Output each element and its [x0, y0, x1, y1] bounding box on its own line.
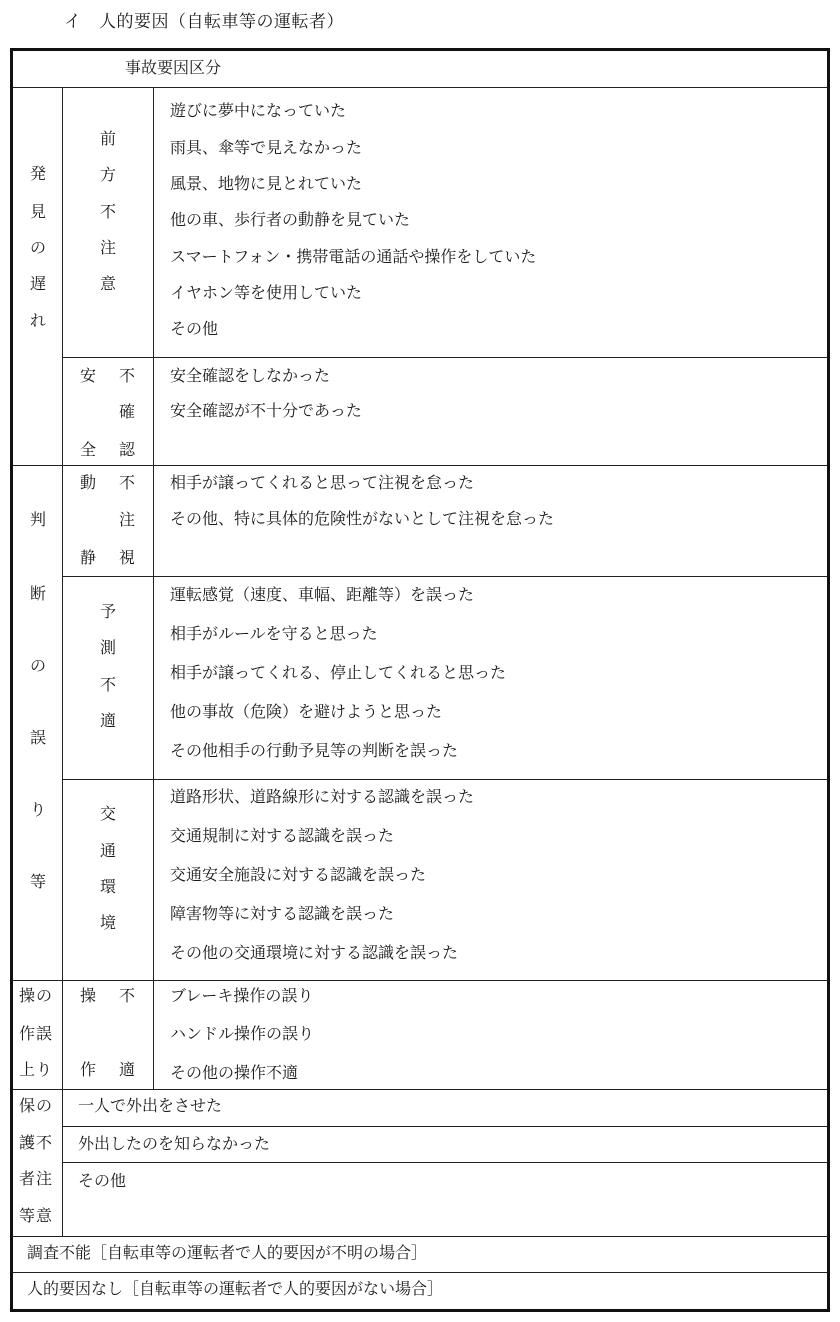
sub-label-char: 交: [100, 804, 117, 823]
group-label-char: の: [30, 238, 47, 257]
row-divider: [13, 1236, 827, 1237]
column-divider: [153, 87, 154, 1089]
sub-label-char: 予: [100, 602, 117, 621]
list-item: ハンドル操作の誤り: [170, 1024, 315, 1043]
sub-label-char: 不: [100, 675, 117, 694]
group-label-char: 上り: [19, 1060, 54, 1079]
row-divider: [63, 1126, 827, 1127]
group-label-char: 等意: [19, 1206, 54, 1225]
group-label-char: 誤: [30, 728, 47, 747]
group-label-char: 発: [30, 164, 47, 183]
list-item: 道路形状、道路線形に対する認識を誤った: [170, 787, 475, 806]
list-item: 遊びに夢中になっていた: [170, 101, 347, 120]
list-item: その他: [170, 319, 219, 338]
list-item: 相手が譲ってくれる、停止してくれると思った: [170, 663, 507, 682]
sub-label-char: 適: [119, 1060, 136, 1079]
list-item: その他相手の行動予見等の判断を誤った: [170, 741, 459, 760]
sub-label-char: 環: [100, 877, 117, 896]
sub-label-char: 前: [100, 129, 117, 148]
group-label-char: 遅: [30, 274, 47, 293]
list-item: 風景、地物に見とれていた: [170, 174, 363, 193]
list-item: 雨具、傘等で見えなかった: [170, 138, 363, 157]
sub-label-char: 不: [119, 473, 136, 492]
group-label-char: り: [30, 800, 47, 819]
list-item: 他の事故（危険）を避けようと思った: [170, 702, 443, 721]
sub-label-char: 安: [80, 366, 97, 385]
sub-label-char: 動: [80, 473, 97, 492]
table-header: 事故要因区分: [125, 58, 222, 77]
list-item: その他の操作不適: [170, 1063, 299, 1082]
group-label-char: 作誤: [19, 1024, 54, 1043]
list-item: ブレーキ操作の誤り: [170, 986, 314, 1005]
sub-label-char: 静: [80, 548, 97, 567]
row-divider: [63, 576, 827, 577]
sub-label-char: 測: [100, 638, 117, 657]
list-item: その他: [78, 1171, 127, 1190]
sub-label-char: 不: [119, 366, 136, 385]
row-divider: [63, 1162, 827, 1163]
row-divider: [13, 980, 827, 981]
group-label-char: 護不: [19, 1133, 54, 1152]
sub-label-char: 確: [119, 402, 136, 421]
list-item: その他、特に具体的危険性がないとして注視を怠った: [170, 509, 555, 528]
sub-label-char: 全: [80, 440, 97, 459]
list-item: その他の交通環境に対する認識を誤った: [170, 943, 459, 962]
list-item: 運転感覚（速度、車幅、距離等）を誤った: [170, 585, 475, 604]
page-title: イ 人的要因（自転車等の運転者）: [64, 12, 344, 32]
list-item: 相手が譲ってくれると思って注視を怠った: [170, 473, 475, 492]
sub-label-char: 適: [100, 711, 117, 730]
sub-label-char: 不: [100, 202, 117, 221]
group-label-char: 断: [30, 584, 47, 603]
sub-label-char: 境: [100, 913, 117, 932]
sub-label-char: 注: [119, 510, 136, 529]
footer-row-none: 人的要因なし［自転車等の運転者で人的要因がない場合］: [27, 1279, 444, 1298]
row-divider: [63, 357, 827, 358]
group-label-char: 保の: [19, 1096, 54, 1115]
row-divider: [13, 465, 827, 466]
group-label-char: 判: [30, 510, 47, 529]
row-divider: [13, 1272, 827, 1273]
sub-label-char: 作: [80, 1060, 97, 1079]
footer-row-unknown: 調査不能［自転車等の運転者で人的要因が不明の場合］: [27, 1243, 428, 1262]
sub-label-char: 意: [100, 274, 117, 293]
group-label-char: 者注: [19, 1169, 54, 1188]
list-item: 安全確認をしなかった: [170, 366, 331, 385]
column-divider: [62, 87, 63, 1236]
sub-label-char: 方: [100, 165, 117, 184]
list-item: 交通安全施設に対する認識を誤った: [170, 865, 427, 884]
list-item: 外出したのを知らなかった: [78, 1134, 271, 1153]
list-item: 安全確認が不十分であった: [170, 401, 362, 420]
list-item: 相手がルールを守ると思った: [170, 624, 378, 643]
sub-label-char: 通: [100, 841, 117, 860]
sub-label-char: 認: [119, 440, 136, 459]
group-label-char: の: [30, 656, 47, 675]
sub-label-char: 注: [100, 238, 117, 257]
group-label-char: れ: [30, 311, 47, 330]
group-label-char: 操の: [19, 986, 54, 1005]
list-item: イヤホン等を使用していた: [170, 283, 363, 302]
list-item: スマートフォン・携帯電話の通話や操作をしていた: [170, 247, 537, 266]
list-item: 一人で外出をさせた: [78, 1096, 223, 1115]
list-item: 障害物等に対する認識を誤った: [170, 904, 395, 923]
list-item: 他の車、歩行者の動静を見ていた: [170, 210, 411, 229]
group-label-char: 見: [30, 202, 47, 221]
sub-label-char: 操: [80, 986, 97, 1005]
sub-label-char: 視: [119, 548, 136, 567]
list-item: 交通規制に対する認識を誤った: [170, 826, 395, 845]
row-divider: [63, 779, 827, 780]
row-divider: [13, 87, 827, 88]
group-label-char: 等: [30, 872, 47, 891]
sub-label-char: 不: [119, 986, 136, 1005]
row-divider: [13, 1089, 827, 1090]
